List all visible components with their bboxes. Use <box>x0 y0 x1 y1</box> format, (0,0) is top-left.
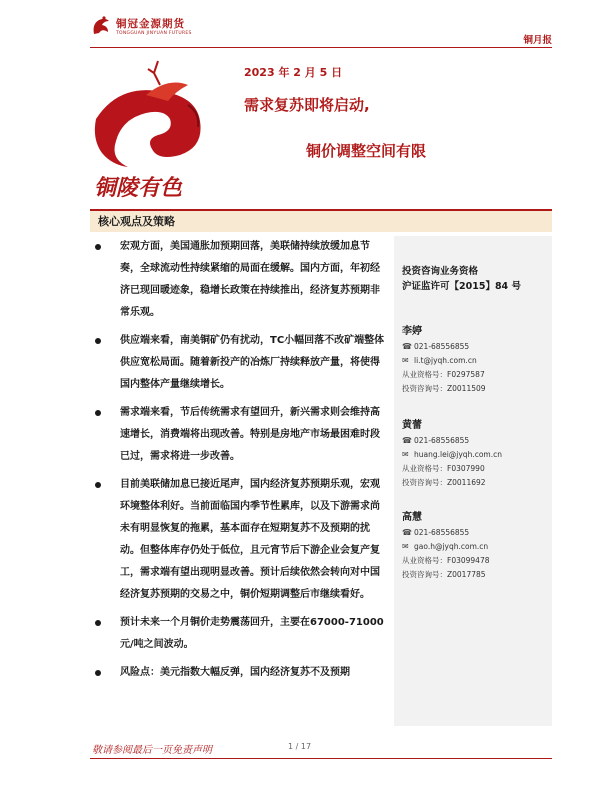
company-logo <box>90 14 112 38</box>
key-point-price-range: 预计未来一个月铜价走势震荡回升，主要在67000-71000元/吨之间波动。 <box>94 612 386 656</box>
analyst-consult-number: 投资咨询号：Z0011692 <box>402 478 486 487</box>
analyst-phone-row <box>402 526 552 540</box>
qualification-number: 沪证监许可【2015】84 号 <box>402 281 521 292</box>
calligraphy-text: 铜陵有色 <box>94 175 183 201</box>
analyst-email[interactable]: li.t@jyqh.com.cn <box>414 356 477 365</box>
analyst-phone-row <box>402 434 552 448</box>
page-header <box>90 14 552 46</box>
analyst-email[interactable]: gao.h@jyqh.com.cn <box>414 542 489 551</box>
section-title: 核心观点及策略 <box>98 215 175 228</box>
phone-icon: ☎ <box>402 528 412 537</box>
analyst-card <box>402 416 552 490</box>
report-type: 铜月报 <box>523 35 552 46</box>
brand-name-english: TONGGUAN JINYUAN FUTURES <box>116 31 192 36</box>
analyst-practice-number: 从业资格号：F0307990 <box>402 464 485 473</box>
analyst-consult-number: 投资咨询号：Z0017785 <box>402 570 486 579</box>
report-title-line2: 铜价调整空间有限 <box>306 142 427 160</box>
analyst-card <box>402 508 552 582</box>
key-point-demand: 需求端来看，节后传统需求有望回升，新兴需求则会维持高速增长，消费端将出现改善。特别是房地产市场最困难时段已过，需求将进一步改善。 <box>94 402 386 468</box>
analyst-phone: 021-68556855 <box>414 528 470 537</box>
header-divider <box>90 47 552 48</box>
cover-illustration <box>88 55 230 205</box>
analyst-phone: 021-68556855 <box>414 436 470 445</box>
key-point-risk: 风险点：美元指数大幅反弹，国内经济复苏不及预期 <box>94 662 386 684</box>
report-title-line1: 需求复苏即将启动, <box>244 96 370 114</box>
analyst-name: 黄蕾 <box>402 420 422 431</box>
analyst-email-row <box>402 354 552 368</box>
section-header <box>90 209 552 232</box>
analyst-phone-row <box>402 340 552 354</box>
disclaimer-link[interactable]: 敬请参阅最后一页免责声明 <box>92 745 212 756</box>
analyst-email-row <box>402 448 552 462</box>
analyst-email-row <box>402 540 552 554</box>
key-points-list <box>94 236 386 690</box>
phone-icon: ☎ <box>402 342 412 351</box>
footer-divider <box>90 758 552 759</box>
brand-name: 铜冠金源期货 <box>116 18 185 30</box>
analyst-consult-number: 投资咨询号：Z0011509 <box>402 384 486 393</box>
page-number: 1 / 17 <box>288 742 312 751</box>
email-icon: ✉ <box>402 450 409 459</box>
key-point-outlook: 目前美联储加息已接近尾声，国内经济复苏预期乐观，宏观环境整体利好。当前面临国内季节性累库，以及下游需求尚未有明显恢复的拖累，基本面存在短期复苏不及预期的扰动。但整体库存仍处于低位，且元宵节后下游企业会复产复工，需求端有望出现明显改善。预计后续依然会转向对中国经济复苏预期的交易之中，铜价短期调整后市继续看好。 <box>94 474 386 606</box>
analyst-email[interactable]: huang.lei@jyqh.com.cn <box>414 450 502 459</box>
qualification-title: 投资咨询业务资格 <box>402 266 479 277</box>
key-point-supply: 供应端来看，南美铜矿仍有扰动，TC小幅回落不改矿端整体供应宽松局面。随着新投产的冶炼厂持续释放产量，将使得国内整体产量继续增长。 <box>94 330 386 396</box>
phone-icon: ☎ <box>402 436 412 445</box>
report-date: 2023 年 2 月 5 日 <box>244 66 343 79</box>
analyst-practice-number: 从业资格号：F03099478 <box>402 556 490 565</box>
email-icon: ✉ <box>402 356 409 365</box>
analyst-name: 李婷 <box>402 326 422 337</box>
analyst-practice-number: 从业资格号：F0297587 <box>402 370 485 379</box>
key-point-macro: 宏观方面，美国通胀加预期回落，美联储持续放缓加息节奏，全球流动性持续紧缩的局面在缓解。国内方面，年初经济已现回暖迹象，稳增长政策在持续推出，经济复苏预期非常乐观。 <box>94 236 386 324</box>
analyst-card <box>402 322 552 396</box>
email-icon: ✉ <box>402 542 409 551</box>
analyst-name: 高慧 <box>402 512 422 523</box>
analyst-phone: 021-68556855 <box>414 342 470 351</box>
analyst-sidebar <box>394 236 552 726</box>
